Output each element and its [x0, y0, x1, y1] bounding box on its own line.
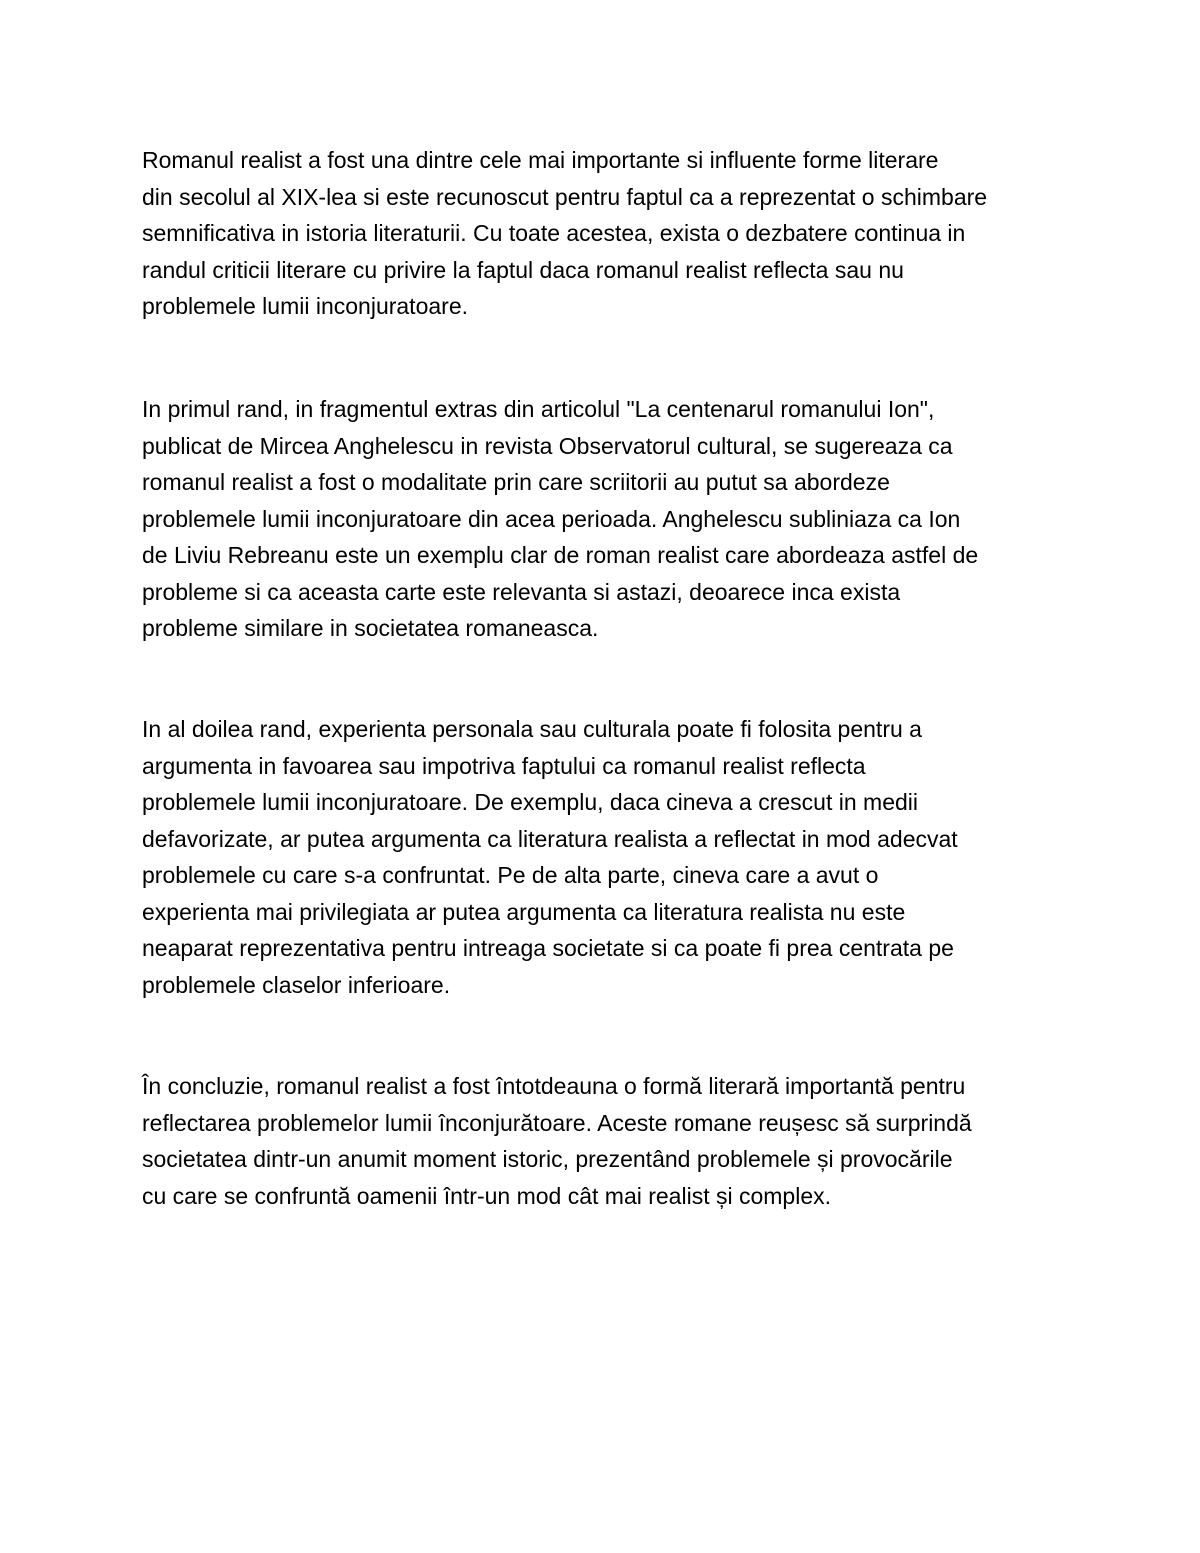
text-line: problemele lumii inconjuratoare din acea perioada. Anghelescu subliniaza ca Ion — [142, 505, 961, 532]
text-line: În concluzie, romanul realist a fost întotdeauna o formă literară importantă pentru — [142, 1073, 966, 1099]
text-line: problemele cu care s-a confruntat. Pe de alta parte, cineva care a avut o — [142, 862, 879, 888]
text-line: societatea dintr-un anumit moment istoric, prezentând problemele și provocările — [142, 1146, 953, 1172]
text-line: problemele lumii inconjuratoare. De exemplu, daca cineva a crescut in medii — [142, 789, 918, 815]
paragraph-introduction — [142, 142, 1062, 325]
text-line: In primul rand, in fragmentul extras din articolul "La centenarul romanului Ion", — [142, 396, 935, 422]
text-line: de Liviu Rebreanu este un exemplu clar de roman realist care abordeaza astfel de — [142, 542, 979, 568]
text-line: randul criticii literare cu privire la faptul daca romanul realist reflecta sau nu — [142, 256, 904, 283]
text-line: neaparat reprezentativa pentru intreaga societate si ca poate fi prea centrata pe — [142, 935, 954, 961]
text-line: probleme similare in societatea romaneasca. — [142, 615, 599, 641]
text-line: problemele claselor inferioare. — [142, 971, 451, 998]
text-line: Romanul realist a fost una dintre cele mai importante si influente forme literare — [142, 147, 939, 173]
paragraph-second-argument — [142, 711, 1062, 1003]
text-line: din secolul al XIX-lea si este recunoscut pentru faptul ca a reprezentat o schimbare — [142, 183, 988, 210]
paragraph-first-argument — [142, 391, 1062, 647]
paragraph-conclusion — [142, 1068, 1062, 1214]
text-line: romanul realist a fost o modalitate prin care scriitorii au putut sa abordeze — [142, 469, 890, 495]
text-line: semnificativa in istoria literaturii. Cu toate acestea, exista o dezbatere continua in — [142, 220, 966, 246]
text-line: probleme si ca aceasta carte este relevanta si astazi, deoarece inca exista — [142, 578, 901, 605]
text-line: In al doilea rand, experienta personala sau culturala poate fi folosita pentru a — [142, 716, 922, 742]
text-line: cu care se confruntă oamenii într-un mod cât mai realist și complex. — [142, 1182, 832, 1209]
text-line: reflectarea problemelor lumii înconjurătoare. Aceste romane reușesc să surprindă — [142, 1109, 972, 1136]
text-line: problemele lumii inconjuratoare. — [142, 293, 468, 319]
text-line: argumenta in favoarea sau impotriva faptului ca romanul realist reflecta — [142, 752, 866, 779]
text-line: publicat de Mircea Anghelescu in revista Observatorul cultural, se sugereaza ca — [142, 432, 953, 459]
text-line: experienta mai privilegiata ar putea argumenta ca literatura realista nu este — [142, 898, 906, 925]
text-line: defavorizate, ar putea argumenta ca literatura realista a reflectat in mod adecvat — [142, 825, 958, 852]
